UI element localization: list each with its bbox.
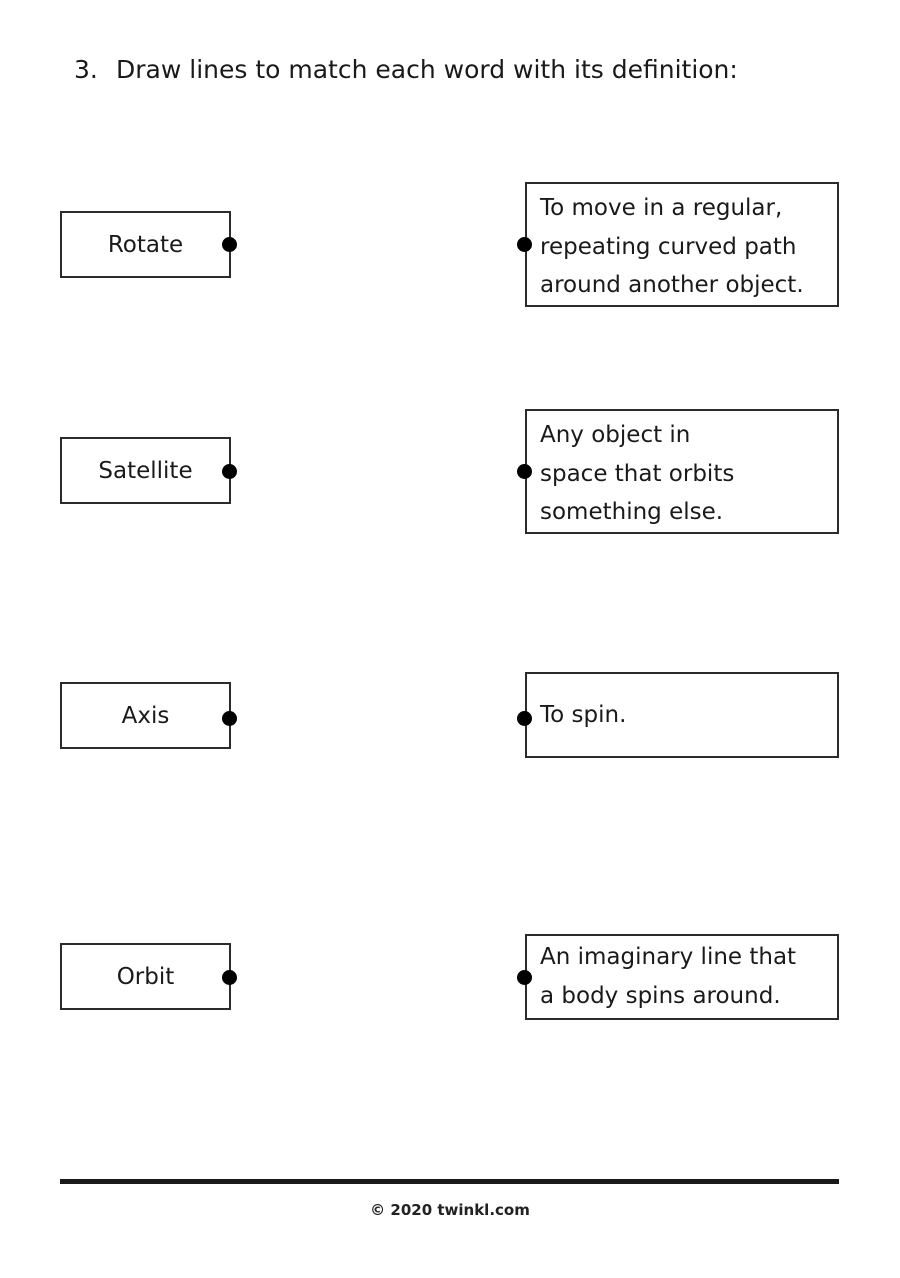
definition-line: repeating curved path [540, 233, 797, 260]
question-heading [74, 52, 738, 88]
word-box-axis [60, 682, 231, 749]
word-connector-dot-rotate[interactable] [222, 237, 237, 252]
definition-line: Any object in [540, 422, 691, 448]
footer-copyright: © 2020 twinkl.com [370, 1201, 530, 1219]
word-connector-dot-satellite[interactable] [222, 464, 237, 479]
footer-divider [60, 1179, 839, 1184]
word-connector-dot-axis[interactable] [222, 711, 237, 726]
definition-line: something else. [540, 499, 724, 525]
definition-line: a body spins around. [540, 982, 781, 1009]
word-connector-dot-orbit[interactable] [222, 970, 237, 985]
definition-line: To move in a regular, [540, 195, 783, 221]
word-label: Orbit [116, 963, 175, 990]
word-label: Rotate [107, 231, 184, 258]
word-label: Satellite [98, 457, 193, 484]
definition-box-3 [525, 672, 839, 758]
definition-line: around another object. [540, 272, 804, 298]
definition-box-2 [525, 409, 839, 534]
definition-line: To spin. [540, 701, 627, 728]
definition-line: An imaginary line that [540, 944, 797, 970]
definition-box-1 [525, 182, 839, 307]
definition-connector-dot-1[interactable] [517, 237, 532, 252]
definition-connector-dot-3[interactable] [517, 711, 532, 726]
definition-connector-dot-4[interactable] [517, 970, 532, 985]
definition-line: space that orbits [540, 460, 735, 487]
word-box-orbit [60, 943, 231, 1010]
word-box-rotate [60, 211, 231, 278]
question-instruction: Draw lines to match each word with its definition: [116, 55, 738, 84]
definition-box-4 [525, 934, 839, 1020]
word-box-satellite [60, 437, 231, 504]
definition-connector-dot-2[interactable] [517, 464, 532, 479]
question-number: 3. [74, 55, 98, 84]
word-label: Axis [121, 702, 170, 729]
